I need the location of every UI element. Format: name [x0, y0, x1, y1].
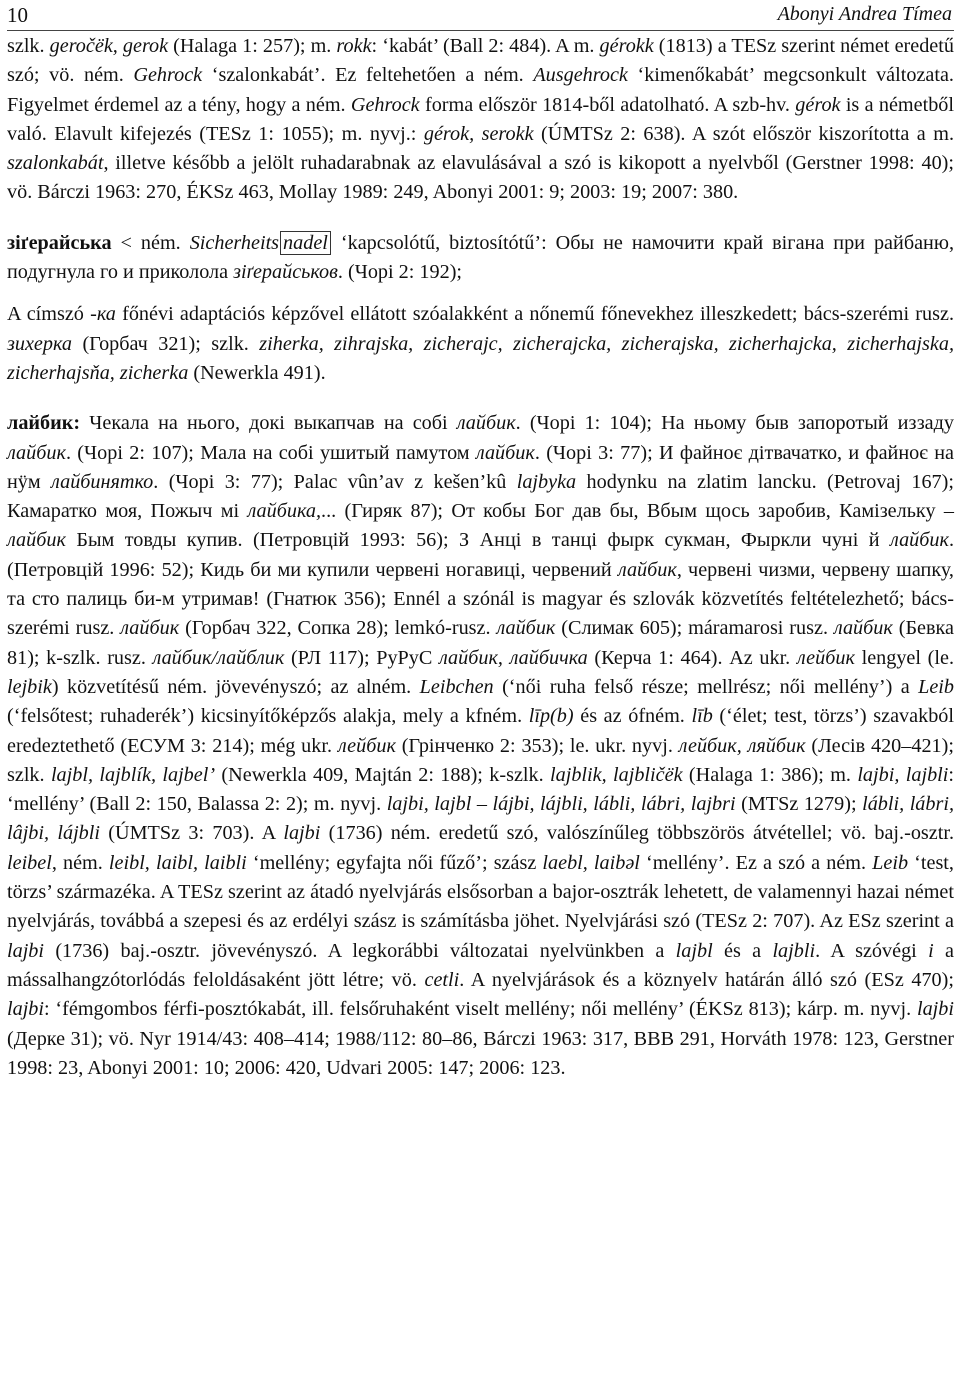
- text-run: лайбик:: [7, 412, 81, 435]
- text-run: -ка: [90, 303, 116, 326]
- text-run: Ausgehrock: [533, 64, 628, 87]
- text-run: лайбик, лайбичка: [438, 646, 588, 669]
- text-run: ziherka, zihrajska, zicherajc, zicherajcka, zicherajska, zicherhajcka, zicherhajska, zicherhajsňa, zicherka: [7, 332, 954, 384]
- running-title: Abonyi Andrea Tímea: [777, 3, 952, 25]
- text-run: (Грінченко 2: 353); le. ukr. nyvj.: [395, 734, 679, 757]
- text-run: зихерка: [7, 332, 73, 355]
- text-run: Leibchen: [419, 675, 494, 698]
- text-run: , ném.: [51, 851, 109, 874]
- text-run: is a németből való. Elavult kifejezés (TESz 1: 1055); m. nyvj.:: [7, 93, 954, 145]
- text-run: лайбик: [120, 617, 180, 640]
- text-run: és az ófném.: [573, 705, 692, 728]
- text-run: (Newerkla 491).: [188, 361, 326, 384]
- text-run: līb: [691, 705, 713, 728]
- text-run: lajbyka: [516, 470, 577, 493]
- text-run: лейбик, ляйбик: [678, 734, 806, 757]
- text-run: (ÚMTSz 2: 638). A szót először kiszorította a m.: [533, 122, 954, 145]
- text-run: ‘test, törzs’ származéka. A TESz szerint az átadó nyelvjárás elsősorban a bajor-osztrák lehetett, de valamennyi hazai német nyelvjárás, továbbá a szepesi és az erdélyi szász is számításba jöhet. Nyelvjárási szó (TESz 2: 707). Az ESz szerint a: [7, 851, 954, 933]
- text-run: (1813) a TESz szerint német eredetű szó; vö. ném.: [7, 35, 954, 87]
- text-run: laebl, laibəl: [542, 851, 640, 874]
- text-run: . A szóvégi: [815, 939, 929, 962]
- text-run: cetli: [424, 968, 460, 991]
- text-run: (Керча 1: 464). Az ukr.: [587, 646, 797, 669]
- text-run: (‘felsőtest; ruhaderék’) kicsinyítőképzős alakja, mely a kfném.: [7, 705, 529, 728]
- text-run: lejbik: [7, 675, 52, 698]
- text-run: . (Чорі 2: 192);: [337, 261, 463, 284]
- text-run: a mássalhangzótorlódás feloldásaként jött létre; vö.: [7, 939, 954, 991]
- text-run: лайбик: [833, 617, 893, 640]
- text-run: : ‘kabát’ (Ball 2: 484). A m.: [371, 35, 600, 57]
- text-run: lengyel (le.: [854, 646, 954, 669]
- text-run: (Halaga 1: 386); m.: [682, 763, 858, 786]
- text-run: lajbl, lajblík, lajbel’: [50, 763, 216, 786]
- text-run: лейбик: [337, 734, 396, 757]
- text-run: ... (Гиряк 87); От кобы Бог дав бы, Вбым щось заробив, Камізельку –: [321, 500, 954, 523]
- text-run: i: [928, 939, 934, 962]
- text-run: (Лесів 420–421); szlk.: [7, 734, 954, 786]
- text-run: Leib: [918, 675, 954, 698]
- text-run: līp(b): [528, 705, 574, 728]
- text-run: лайбик: [7, 441, 66, 464]
- text-run: (Слимак 605); máramarosi rusz.: [555, 617, 834, 640]
- paragraph-entry-zigerajska: [7, 229, 954, 288]
- text-run: ) közvetítésű ném. jövevényszó; az alném.: [51, 675, 420, 698]
- text-run: rokk: [336, 35, 372, 57]
- page-number: 10: [7, 3, 28, 27]
- text-run: . (Петровцій 1996: 52); Кидь би ми купили червені ногавиці, червений: [7, 529, 954, 581]
- text-run: . A nyelvjárások és a köznyelv határán álló szó (ESz 470);: [459, 968, 954, 991]
- text-run: : ‘fémgombos férfi-posztókabát, ill. felsőruhaként viselt mellény; női mellény’ (ÉKSz 813); kárp. m. nyvj.: [44, 998, 917, 1021]
- text-run: зіґерайська: [7, 231, 112, 254]
- text-run: (Горбач 322, Сопка 28); lemkó-rusz.: [179, 617, 497, 640]
- text-run: лайбик: [890, 529, 949, 552]
- text-run: лайбик: [456, 412, 516, 435]
- text-run: lajbi: [916, 998, 954, 1021]
- text-run: (MTSz 1279);: [735, 793, 863, 816]
- text-run: (Newerkla 409, Majtán 2: 188); k-szlk.: [215, 763, 551, 786]
- text-run: < ném.: [111, 231, 190, 254]
- text-run: лайбик: [617, 558, 677, 581]
- text-run: ‘mellény; egyfajta női fűző’; szász: [246, 851, 543, 874]
- text-run: лайбик: [475, 441, 535, 464]
- text-run: лейбик: [796, 646, 855, 669]
- running-header: [7, 0, 954, 31]
- text-run: . (Чорі 3: 77); Palac vûn’av z kešen’kû: [153, 470, 517, 493]
- text-run: szalonkabát: [7, 152, 104, 175]
- text-run: lajbi, lajbl – lájbi, lájbli, lábli, lábri, lajbri: [386, 793, 736, 816]
- text-run: Чекала на нього, докі выкапчав на собі: [80, 412, 457, 435]
- text-run: Gehrock: [133, 64, 203, 87]
- text-run: és a: [712, 939, 773, 962]
- text-run: nadel: [280, 231, 331, 255]
- text-run: főnévi adaptációs képzővel ellátott szóalakként a nőnemű főnevekhez illeszkedett; bács-szerémi rusz.: [115, 303, 954, 326]
- text-run: lajbi, lajbli: [857, 763, 949, 786]
- text-run: (1736) baj.-osztr. jövevényszó. A legkorábbi változatai nyelvünkben a: [44, 939, 676, 962]
- text-run: . (Чорі 2: 107); Мала на собі ушитый памутом: [65, 441, 476, 464]
- text-run: . (Чорі 3: 77); И файноє дітвачатко, и файноє на нӱм: [7, 441, 954, 493]
- paragraph-gerok-etymology: [7, 32, 954, 208]
- text-run: leibel: [7, 851, 52, 874]
- text-run: Бым товды купив. (Петровцій 1993: 56); З Анці в танці фырк сукман, Фыркли чуні й: [65, 529, 891, 552]
- text-run: (‘női ruha felső része; mellrész; női mellény’) a: [493, 675, 919, 698]
- text-run: , illetve később a jelölt ruhadarabnak az elavulásával a szó is kikopott a nyelvből (Gerstner 1998: 40); vö. Bárczi 1963: 270, ÉKSz 463, Mollay 1989: 249, Abonyi 2001: 9; 2003: 19; 2007: 380.: [7, 152, 954, 204]
- text-run: лайбик: [496, 617, 556, 640]
- text-run: лайбик: [7, 529, 66, 552]
- text-run: szlk.: [7, 35, 50, 57]
- text-run: (Бевка 81); k-szlk. rusz.: [7, 617, 954, 669]
- text-run: leibl, laibl, laibli: [108, 851, 247, 874]
- text-run: (‘élet; test, törzs’) szavakból eredeztethető (ЕСУМ 3: 214); még ukr.: [7, 705, 954, 757]
- paragraph-zigerajska-commentary: [7, 300, 954, 388]
- text-run: gérok, serokk: [423, 122, 534, 145]
- text-run: ‘kimenőkabát’ megcsonkult változata. Figyelmet érdemel az a tény, hogy a ném.: [7, 64, 954, 116]
- text-run: (Дерке 31); vö. Nyr 1914/43: 408–414; 1988/112: 80–86, Bárczi 1963: 317, BBB 291, Horváth 1978: 123, Gerstner 1998: 23, Abonyi 2001: 10; 2006: 420, Udvari 2005: 147; 2006: 123.: [7, 1027, 954, 1079]
- text-run: (ÚMTSz 3: 703). A: [99, 822, 284, 845]
- text-run: lajbi: [7, 998, 45, 1021]
- text-run: (РЛ 117); РуРуС: [284, 646, 439, 669]
- text-run: hodynku na zlatim lancku. (Petrovaj 167); Камаратко моя, Пожыч мі: [7, 470, 954, 523]
- text-run: geročëk, gerok: [49, 35, 169, 57]
- text-run: Gehrock: [350, 93, 420, 116]
- text-run: ‘mellény’. Ez a szó a ném.: [639, 851, 873, 874]
- text-run: lábli, lábri, lâjbi, lájbli: [7, 793, 954, 845]
- text-run: . (Чорі 1: 104); На ньому быв запоротый иззаду: [515, 412, 954, 435]
- text-run: lajbl: [675, 939, 713, 962]
- text-run: lajbli: [772, 939, 816, 962]
- paragraph-entry-lajbik: [7, 409, 954, 1083]
- text-run: (Halaga 1: 257); m.: [168, 35, 337, 57]
- text-run: gérok: [795, 93, 841, 116]
- text-run: A címszó: [7, 303, 91, 326]
- text-run: лайбинятко: [51, 470, 154, 493]
- text-run: лайбик/лайблик: [152, 646, 285, 669]
- text-run: (1736) ném. eredetű szó, valószínűleg többszörös átvétellel; vö. baj.-osztr.: [320, 822, 954, 845]
- text-run: , червені чизми, червену шапку, та сто палиць би-м утримав! (Гнатюк 356); Ennél a szónál is magyar és szlovák közvetítés feltételezhető; bács-szerémi rusz.: [7, 558, 954, 640]
- text-run: ‘szalonkabát’. Ez feltehetően a ném.: [202, 64, 534, 87]
- text-run: лайбика,: [247, 500, 322, 523]
- text-run: Sicherheits: [189, 231, 280, 254]
- text-run: lajbi: [283, 822, 321, 845]
- text-run: : ‘mellény’ (Ball 2: 150, Balassa 2: 2); m. nyvj.: [7, 763, 954, 816]
- text-run: gérokk: [599, 35, 654, 57]
- text-run: Leib: [872, 851, 909, 874]
- text-run: lajblik, lajbličëk: [550, 763, 683, 786]
- text-run: lajbi: [7, 939, 45, 962]
- text-run: ‘kapcsolótű, biztosítótű’: Обы не намочити край вігана при райбаню, подугнула го и приколола: [7, 231, 954, 284]
- text-run: зіґерайськов: [233, 261, 338, 284]
- text-run: forma először 1814-ből adatolható. A szb-hv.: [419, 93, 796, 116]
- text-run: (Горбач 321); szlk.: [72, 332, 260, 355]
